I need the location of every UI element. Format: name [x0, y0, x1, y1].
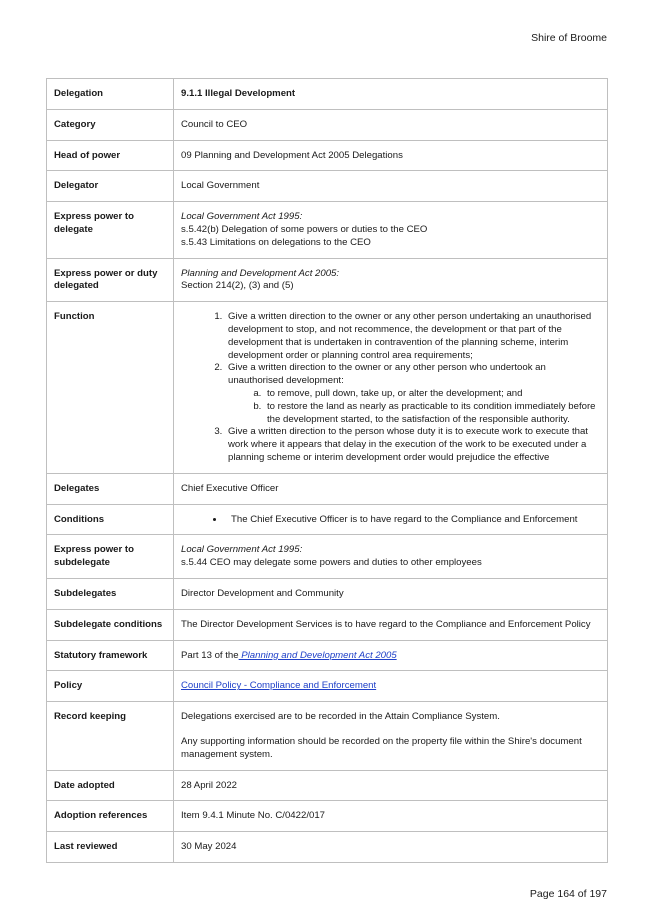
record-keeping-paragraph: Delegations exercised are to be recorded in the Attain Compliance System. [181, 711, 500, 723]
policy-link[interactable]: Council Policy - Compliance and Enforcement [181, 680, 377, 692]
table-row [47, 140, 608, 171]
table-row [47, 770, 608, 801]
act-name: Local Government Act 1995: [181, 211, 303, 223]
row-label: Express power to subdelegate [47, 535, 174, 579]
row-label: Delegates [47, 473, 174, 504]
subdelegates-value: Director Development and Community [174, 578, 608, 609]
function-item [225, 362, 600, 426]
table-row [47, 801, 608, 832]
row-label: Function [47, 302, 174, 474]
date-adopted-value: 28 April 2022 [174, 770, 608, 801]
section-line: Section 214(2), (3) and (5) [181, 280, 294, 292]
category-value: Council to CEO [174, 109, 608, 140]
table-row [47, 202, 608, 258]
conditions-list [181, 514, 600, 527]
record-keeping-paragraph: Any supporting information should be recorded on the property file within the Shire's document management system. [181, 735, 582, 760]
row-label: Record keeping [47, 702, 174, 770]
function-item-text: Give a written direction to the owner or any other person undertaking an unauthorised development to stop, and not recommence, the development or that part of the development that is undertaken in contravention of the planning scheme, interim development order or planning control area requirements; [228, 311, 592, 361]
row-label: Subdelegates [47, 578, 174, 609]
condition-item [225, 514, 600, 527]
subdelegate-conditions-value: The Director Development Services is to have regard to the Compliance and Enforcement Policy [174, 609, 608, 640]
row-label: Delegation [47, 79, 174, 110]
row-label: Head of power [47, 140, 174, 171]
table-row [47, 640, 608, 671]
table-row [47, 609, 608, 640]
function-subitem-text: to remove, pull down, take up, or alter the development; and [267, 387, 523, 399]
delegator-value: Local Government [174, 171, 608, 202]
row-label: Statutory framework [47, 640, 174, 671]
express-power-delegated-value [174, 258, 608, 302]
row-label: Adoption references [47, 801, 174, 832]
row-label: Last reviewed [47, 832, 174, 863]
table-row [47, 302, 608, 474]
table-row [47, 832, 608, 863]
table-row [47, 171, 608, 202]
act-link[interactable]: Planning and Development Act 2005 [238, 649, 397, 661]
head-of-power-value: 09 Planning and Development Act 2005 Delegations [174, 140, 608, 171]
table-row [47, 504, 608, 535]
table-row [47, 109, 608, 140]
table-row [47, 79, 608, 110]
row-label: Date adopted [47, 770, 174, 801]
function-item-text: Give a written direction to the person whose duty it is to execute work to execute that work where it appears that delay in the execution of the work to be executed under a planning scheme or interim development order would prejudice the effective [228, 426, 588, 463]
express-power-subdelegate-value [174, 535, 608, 579]
row-label: Express power to delegate [47, 202, 174, 258]
act-name: Local Government Act 1995: [181, 544, 303, 556]
last-reviewed-value: 30 May 2024 [174, 832, 608, 863]
table-row [47, 671, 608, 702]
table-row [47, 702, 608, 770]
row-label: Subdelegate conditions [47, 609, 174, 640]
function-item-text: Give a written direction to the owner or any other person who undertook an unauthorised development: [228, 362, 546, 387]
table-row [47, 473, 608, 504]
policy-value [174, 671, 608, 702]
record-keeping-value [174, 702, 608, 770]
delegates-value: Chief Executive Officer [174, 473, 608, 504]
row-label: Express power or duty delegated [47, 258, 174, 302]
row-label: Category [47, 109, 174, 140]
table-row [47, 535, 608, 579]
delegation-title: 9.1.1 Illegal Development [174, 79, 608, 110]
function-item [225, 311, 600, 362]
page-number: Page 164 of 197 [529, 888, 607, 900]
statutory-prefix: Part 13 of the [181, 649, 239, 661]
row-label: Policy [47, 671, 174, 702]
row-label: Conditions [47, 504, 174, 535]
express-power-to-delegate-value [174, 202, 608, 258]
function-subitem [264, 401, 600, 427]
table-row [47, 578, 608, 609]
table-row [47, 258, 608, 302]
section-line: s.5.42(b) Delegation of some powers or duties to the CEO [181, 223, 428, 235]
function-subitem [264, 388, 600, 401]
statutory-framework-value [174, 640, 608, 671]
condition-item-text: The Chief Executive Officer is to have regard to the Compliance and Enforcement [231, 513, 578, 525]
function-sublist [228, 388, 600, 426]
delegation-table [46, 78, 608, 863]
row-label: Delegator [47, 171, 174, 202]
function-item [225, 426, 600, 464]
conditions-value [174, 504, 608, 535]
adoption-references-value: Item 9.4.1 Minute No. C/0422/017 [174, 801, 608, 832]
act-name: Planning and Development Act 2005: [181, 267, 340, 279]
section-line: s.5.44 CEO may delegate some powers and duties to other employees [181, 557, 482, 569]
function-value [174, 302, 608, 474]
function-subitem-text: to restore the land as nearly as practicable to its condition immediately before the development started, to the satisfaction of the responsible authority. [267, 400, 596, 425]
section-line: s.5.43 Limitations on delegations to the CEO [181, 236, 371, 248]
organisation-name: Shire of Broome [531, 32, 607, 44]
function-list [181, 311, 600, 465]
